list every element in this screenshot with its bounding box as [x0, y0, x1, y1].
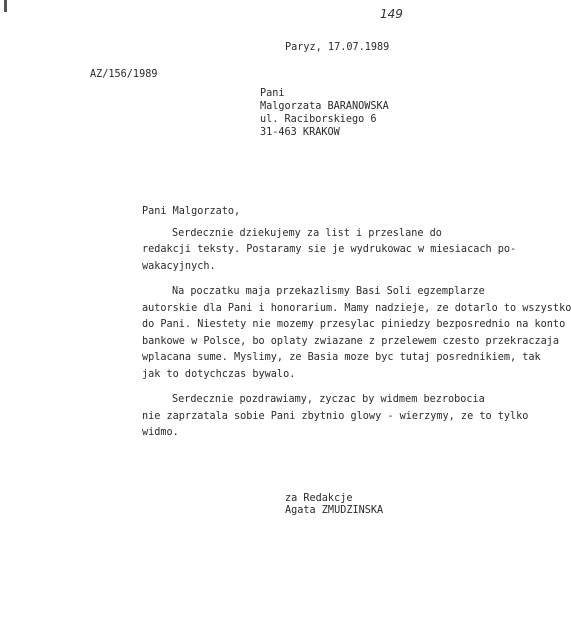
signatory-name: Agata ZMUDZINSKA [285, 505, 384, 516]
body-line: Serdecznie dziekujemy za list i przeslane do [172, 228, 442, 239]
handwritten-page-number: 149 [380, 7, 403, 21]
body-line: Na poczatku maja przekazlismy Basi Soli egzemplarze [172, 286, 485, 297]
body-line: autorskie dla Pani i honorarium. Mamy nadzieje, ze dotarlo to wszystko [142, 303, 571, 314]
corner-mark [4, 0, 7, 12]
body-line: redakcji teksty. Postaramy sie je wydrukowac w miesiacach po- [142, 244, 517, 255]
body-line: bankowe w Polsce, bo oplaty zwiazane z przelewem czesto przekraczaja [142, 336, 560, 347]
salutation: Pani Malgorzato, [142, 206, 241, 217]
recipient-street: ul. Raciborskiego 6 [260, 114, 377, 125]
recipient-city: 31-463 KRAKOW [260, 127, 340, 138]
body-line: widmo. [142, 427, 179, 438]
reference-number: AZ/156/1989 [90, 69, 158, 80]
body-line: nie zaprzatala sobie Pani zbytnio glowy - wierzymy, ze to tylko [142, 411, 529, 422]
body-line: jak to dotychczas bywalo. [142, 369, 296, 380]
recipient-line: Pani [260, 88, 285, 99]
letter-date: Paryz, 17.07.1989 [285, 42, 390, 53]
body-line: wplacana sume. Myslimy, ze Basia moze byc tutaj posrednikiem, tak [142, 352, 541, 363]
body-line: wakacyjnych. [142, 261, 216, 272]
recipient-name: Malgorzata BARANOWSKA [260, 101, 389, 112]
body-line: do Pani. Niestety nie mozemy przesylac piniedzy bezposrednio na konto [142, 319, 566, 330]
closing-line: za Redakcje [285, 493, 353, 504]
body-line: Serdecznie pozdrawiamy, zyczac by widmem bezrobocia [172, 394, 485, 405]
